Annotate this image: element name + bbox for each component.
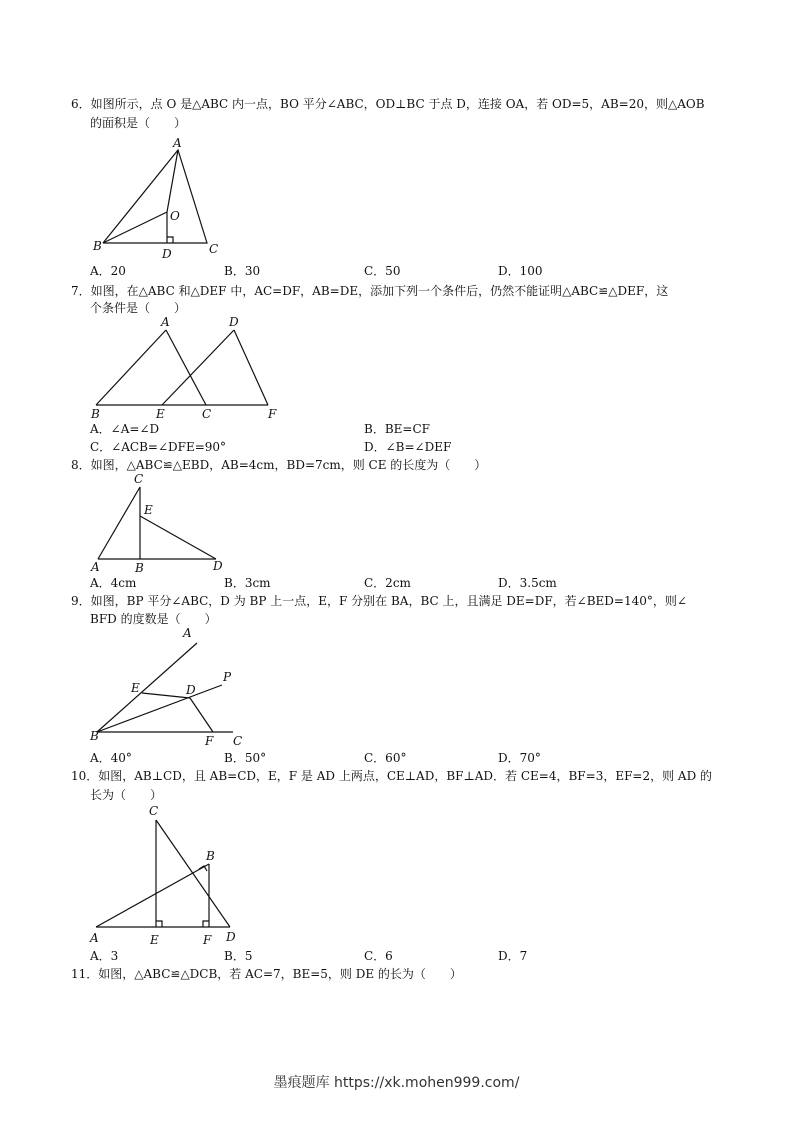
q7-option-b: B．BE=CF	[364, 422, 430, 436]
q9-option-b: B．50°	[224, 751, 267, 765]
q7-label-d: D	[229, 315, 239, 329]
q9-option-a: A．40°	[90, 751, 132, 765]
q8-option-b: B．3cm	[224, 576, 271, 590]
q6-text-line2: 的面积是（ ）	[90, 116, 187, 130]
q9-label-a: A	[183, 626, 192, 640]
q8-label-b: B	[135, 561, 144, 575]
q9-option-c: C．60°	[364, 751, 407, 765]
q9-label-b: B	[90, 729, 99, 743]
q10-option-c: C．6	[364, 949, 393, 963]
q10-label-d: D	[226, 930, 236, 944]
q8-text-line1: 8．如图，△ABC≌△EBD，AB=4cm，BD=7cm，则 CE 的长度为（ ）	[71, 458, 487, 472]
q10-option-d: D．7	[498, 949, 528, 963]
q10-label-a: A	[90, 931, 99, 945]
q7-option-d: D．∠B=∠DEF	[364, 440, 452, 454]
q10-option-b: B．5	[224, 949, 253, 963]
q10-label-f: F	[203, 933, 212, 947]
q7-label-e: E	[156, 407, 165, 421]
q8-label-e: E	[144, 503, 153, 517]
q9-text-line1: 9．如图，BP 平分∠ABC，D 为 BP 上一点，E，F 分别在 BA，BC 上，且满足 DE=DF，若∠BED=140°，则∠	[71, 594, 687, 608]
q9-label-f: F	[205, 734, 214, 748]
q9-label-d: D	[186, 683, 196, 697]
q10-option-a: A．3	[90, 949, 119, 963]
q6-option-c: C．50	[364, 264, 401, 278]
q7-label-c: C	[202, 407, 212, 421]
q6-text-line1: 6．如图所示，点 O 是△ABC 内一点，BO 平分∠ABC，OD⊥BC 于点 D，连接 OA，若 OD=5，AB=20，则△AOB	[71, 97, 705, 111]
q8-label-a: A	[91, 560, 100, 574]
q6-label-d: D	[162, 247, 172, 261]
q10-label-e: E	[150, 933, 159, 947]
q7-text-line2: 个条件是（ ）	[90, 301, 187, 315]
q6-label-c: C	[209, 242, 219, 256]
q7-option-c: C．∠ACB=∠DFE=90°	[90, 440, 227, 454]
q10-label-b: B	[206, 849, 215, 863]
q6-label-b: B	[93, 239, 102, 253]
q8-label-c: C	[134, 472, 144, 486]
q8-label-d: D	[213, 559, 223, 573]
q8-option-a: A．4cm	[90, 576, 137, 590]
q6-label-o: O	[170, 209, 180, 223]
q6-option-a: A．20	[90, 264, 126, 278]
q9-label-c: C	[233, 734, 243, 748]
q6-label-a: A	[173, 136, 182, 150]
q7-text-line1: 7．如图，在△ABC 和△DEF 中，AC=DF，AB=DE，添加下列一个条件后，仍然不能证明△ABC≌△DEF，这	[71, 284, 669, 298]
q8-option-d: D．3.5cm	[498, 576, 557, 590]
q6-option-d: D．100	[498, 264, 543, 278]
q7-label-b: B	[91, 407, 100, 421]
q8-option-c: C．2cm	[364, 576, 411, 590]
q10-label-c: C	[149, 804, 159, 818]
q10-text-line2: 长为（ ）	[90, 788, 163, 802]
q9-label-e: E	[131, 681, 140, 695]
q9-text-line2: BFD 的度数是（ ）	[90, 612, 217, 626]
q9-option-d: D．70°	[498, 751, 541, 765]
q7-option-a: A．∠A=∠D	[90, 422, 160, 436]
q7-label-f: F	[268, 407, 277, 421]
footer-watermark: 墨痕题库 https://xk.mohen999.com/	[273, 1075, 520, 1091]
q6-option-b: B．30	[224, 264, 261, 278]
q9-label-p: P	[223, 670, 232, 684]
q11-text-line1: 11．如图，△ABC≌△DCB，若 AC=7，BE=5，则 DE 的长为（ ）	[71, 967, 462, 981]
q7-label-a: A	[161, 315, 170, 329]
q10-text-line1: 10．如图，AB⊥CD，且 AB=CD，E，F 是 AD 上两点，CE⊥AD，BF⊥AD．若 CE=4，BF=3，EF=2，则 AD 的	[71, 769, 713, 783]
